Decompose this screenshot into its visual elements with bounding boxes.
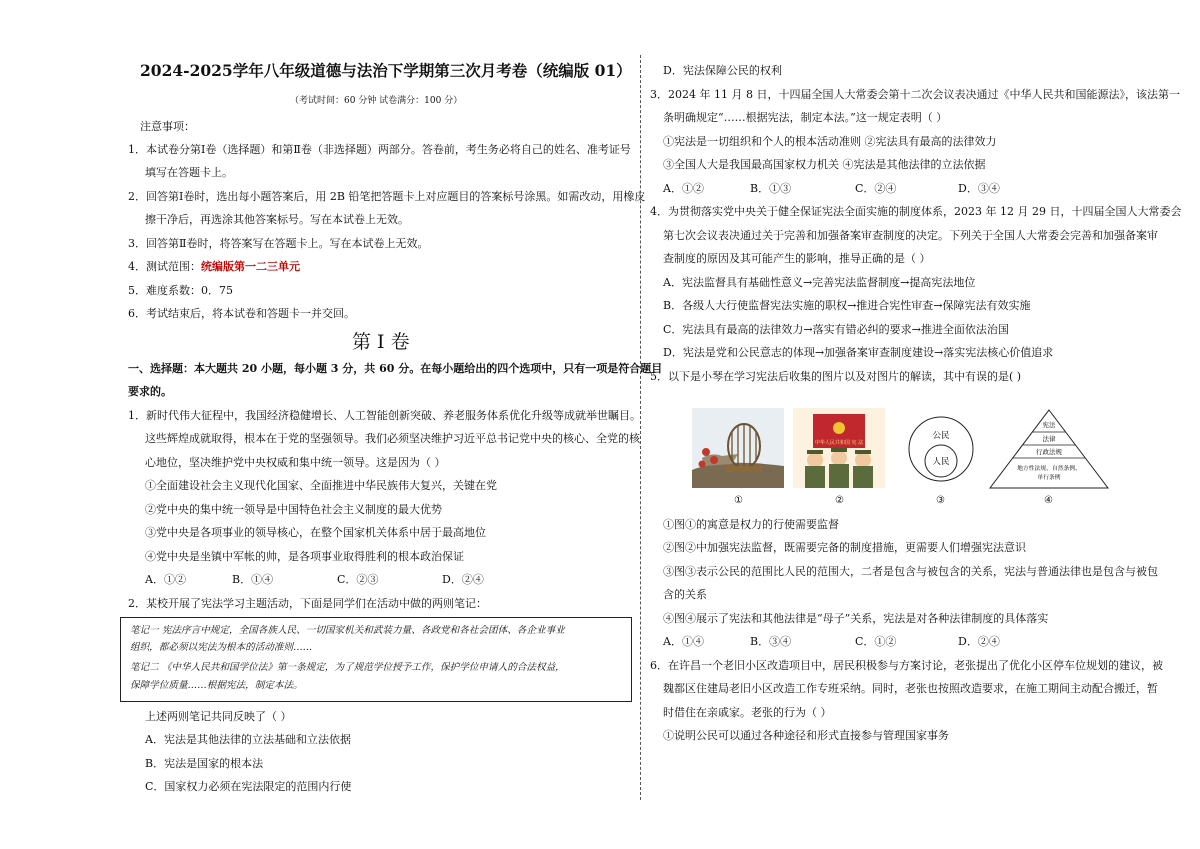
q1-stem: 1．新时代伟大征程中，我国经济稳健增长、人工智能创新突破、养老服务体系优化升级等成就举世瞩目。 (128, 409, 641, 422)
q1-choice-c: C．②③ (337, 573, 379, 586)
q2-option: B．宪法是国家的根本法 (145, 757, 264, 770)
notice-end: 6．考试结束后，将本试卷和答题卡一并交回。 (128, 307, 355, 320)
q2-question: 上述两则笔记共同反映了（ ） (145, 710, 292, 723)
q1-choice-a: A．①② (145, 573, 186, 586)
pyramid-level-4b: 单行条例 (1037, 475, 1061, 481)
book-text: 中华人民共和国 宪 法 (814, 440, 864, 446)
q3-stem: 3．2024 年 11 月 8 日，十四届全国人大常委会第十二次会议表决通过《中华人民共和国能源法》，该法第一 (650, 88, 1180, 101)
q3-stem: 条明确规定“……根据宪法，制定本法。”这一规定表明（ ） (663, 111, 948, 124)
q1-option: ③党中央是各项事业的领导核心，在整个国家机关体系中居于最高地位 (145, 526, 486, 539)
q1-stem: 这些辉煌成就取得，根本在于党的坚强领导。我们必须坚决维护习近平总书记党中央的核心、全党的核 (145, 432, 640, 445)
range-label: 4．测试范围： (128, 260, 201, 273)
figure-1-label: ① (734, 495, 743, 506)
exam-subtitle: （考试时间：60 分钟 试卷满分：100 分） (290, 96, 463, 106)
exam-title: 2024-2025学年八年级道德与法治下学期第三次月考卷（统编版 01） (140, 61, 632, 80)
q5-choice-d: D．②④ (958, 635, 1000, 648)
column-divider (640, 55, 641, 800)
figure-3-label: ③ (936, 495, 945, 506)
circle-outer-label: 公民 (932, 431, 950, 441)
range-value: 统编版第一二三单元 (201, 260, 300, 273)
figure-4-pyramid-diagram (988, 408, 1110, 490)
q4-option: A．宪法监督具有基础性意义→完善宪法监督制度→提高宪法地位 (663, 276, 976, 289)
q4-option: B．各级人大行使监督宪法实施的职权→推进合宪性审查→保障宪法有效实施 (663, 299, 1031, 312)
q5-stem: 5．以下是小琴在学习宪法后收集的图片以及对图片的解读，其中有误的是( ) (650, 370, 1022, 383)
q3-choice-c: C．②④ (855, 182, 897, 195)
q3-option: ①宪法是一切组织和个人的根本活动准则 ②宪法具有最高的法律效力 (663, 135, 997, 148)
q1-option: ①全面建设社会主义现代化国家、全面推进中华民族伟大复兴，关键在党 (145, 479, 497, 492)
section-intro: 一、选择题：本大题共 20 小题，每小题 3 分，共 60 分。在每小题给出的四个选项中，只有一项是符合题目 (128, 362, 663, 375)
note-2: 笔记二 《中华人民共和国学位法》第一条规定，为了规范学位授予工作，保护学位申请人的合法权益， (130, 662, 565, 673)
q4-stem: 第七次会议表决通过关于完善和加强备案审查制度的决定。下列关于全国人大常委会完善和加强备案审 (663, 229, 1158, 242)
q3-choice-b: B．①③ (750, 182, 792, 195)
q2-stem: 2．某校开展了宪法学习主题活动，下面是同学们在活动中做的两则笔记： (128, 597, 487, 610)
notice-line: 1．本试卷分第Ⅰ卷（选择题）和第Ⅱ卷（非选择题）两部分。答卷前，考生务必将自己的姓名、准考证号 (128, 143, 631, 156)
q1-option: ②党中央的集中统一领导是中国特色社会主义制度的最大优势 (145, 503, 442, 516)
q3-choice-d: D．③④ (958, 182, 1000, 195)
pyramid-level-3: 行政法规 (1036, 448, 1062, 456)
q1-stem: 心地位，坚决维护党中央权威和集中统一领导。这是因为（ ） (145, 456, 446, 469)
q6-option: ①说明公民可以通过各种途径和形式直接参与管理国家事务 (663, 729, 949, 742)
q5-option: 含的关系 (663, 588, 707, 601)
figure-1-cage-image (692, 408, 784, 488)
q1-choice-d: D．②④ (442, 573, 484, 586)
notice-difficulty: 5．难度系数：0．75 (128, 284, 233, 297)
notice-line: 擦干净后，再选涂其他答案标号。写在本试卷上无效。 (145, 213, 409, 226)
q5-option: ④图④展示了宪法和其他法律是“母子”关系，宪法是对各种法律制度的具体落实 (663, 612, 1049, 625)
q4-stem: 查制度的原因及其可能产生的影响，推导正确的是（ ） (663, 252, 931, 265)
q2-option: A．宪法是其他法律的立法基础和立法依据 (145, 733, 351, 746)
pyramid-level-2: 法律 (1042, 435, 1056, 443)
q5-option: ③图③表示公民的范围比人民的范围大，二者是包含与被包含的关系，宪法与普通法律也是包含与被包 (663, 565, 1158, 578)
section-intro: 要求的。 (128, 385, 172, 398)
q1-option: ④党中央是坐镇中军帐的帅，是各项事业取得胜利的根本政治保证 (145, 550, 464, 563)
figure-3-circles-diagram (906, 408, 976, 490)
section-title: 第 Ⅰ 卷 (352, 331, 410, 353)
notice-line: 填写在答题卡上。 (145, 166, 233, 179)
figure-4-label: ④ (1044, 495, 1053, 506)
pyramid-level-4: 地方性法规、自然条例、 (1017, 466, 1081, 472)
figure-2-constitution-image (793, 408, 885, 488)
q5-choice-c: C．①② (855, 635, 897, 648)
q5-choice-a: A．①④ (663, 635, 704, 648)
q6-stem: 时借住在亲戚家。老张的行为（ ） (663, 706, 832, 719)
q3-option: ③全国人大是我国最高国家权力机关 ④宪法是其他法律的立法依据 (663, 158, 986, 171)
notice-heading: 注意事项： (140, 120, 195, 133)
q5-option: ②图②中加强宪法监督，既需要完备的制度措施，更需要人们增强宪法意识 (663, 541, 1026, 554)
notice-line: 3．回答第Ⅱ卷时，将答案写在答题卡上。写在本试卷上无效。 (128, 237, 429, 250)
q2-option: C．国家权力必须在宪法限定的范围内行使 (145, 780, 352, 793)
note-1: 笔记一 宪法序言中规定，全国各族人民、一切国家机关和武装力量、各政党和各社会团体、各企业事业 (130, 625, 565, 636)
q6-stem: 魏都区住建局老旧小区改造工作专班采纳。同时，老张也按照改造要求，在施工期间主动配合搬迁，暂 (663, 682, 1158, 695)
q4-option: D．宪法是党和公民意志的体现→加强备案审查制度建设→落实宪法核心价值追求 (663, 346, 1054, 359)
note-1: 组织，都必须以宪法为根本的活动准则…… (130, 642, 313, 653)
q5-option: ①图①的寓意是权力的行使需要监督 (663, 518, 839, 531)
pyramid-level-1: 宪法 (1042, 421, 1056, 429)
q1-choice-b: B．①④ (232, 573, 274, 586)
notice-line: 2．回答第Ⅰ卷时，选出每小题答案后，用 2B 铅笔把答题卡上对应题目的答案标号涂黑。如需改动，用橡皮 (128, 190, 646, 203)
notice-range (128, 260, 300, 274)
circle-inner-label: 人民 (932, 457, 950, 467)
q2-option: D．宪法保障公民的权利 (663, 64, 782, 77)
q4-stem: 4．为贯彻落实党中央关于健全保证宪法全面实施的制度体系，2023 年 12 月 29 日，十四届全国人大常委会 (650, 205, 1182, 218)
q4-option: C．宪法具有最高的法律效力→落实有错必纠的要求→推进全面依法治国 (663, 323, 1009, 336)
note-2: 保障学位质量……根据宪法，制定本法。 (130, 680, 303, 691)
q5-choice-b: B．③④ (750, 635, 792, 648)
q6-stem: 6．在许昌一个老旧小区改造项目中，居民积极参与方案讨论，老张提出了优化小区停车位规划的建议，被 (650, 659, 1163, 672)
figure-2-label: ② (835, 495, 844, 506)
q3-choice-a: A．①② (663, 182, 704, 195)
